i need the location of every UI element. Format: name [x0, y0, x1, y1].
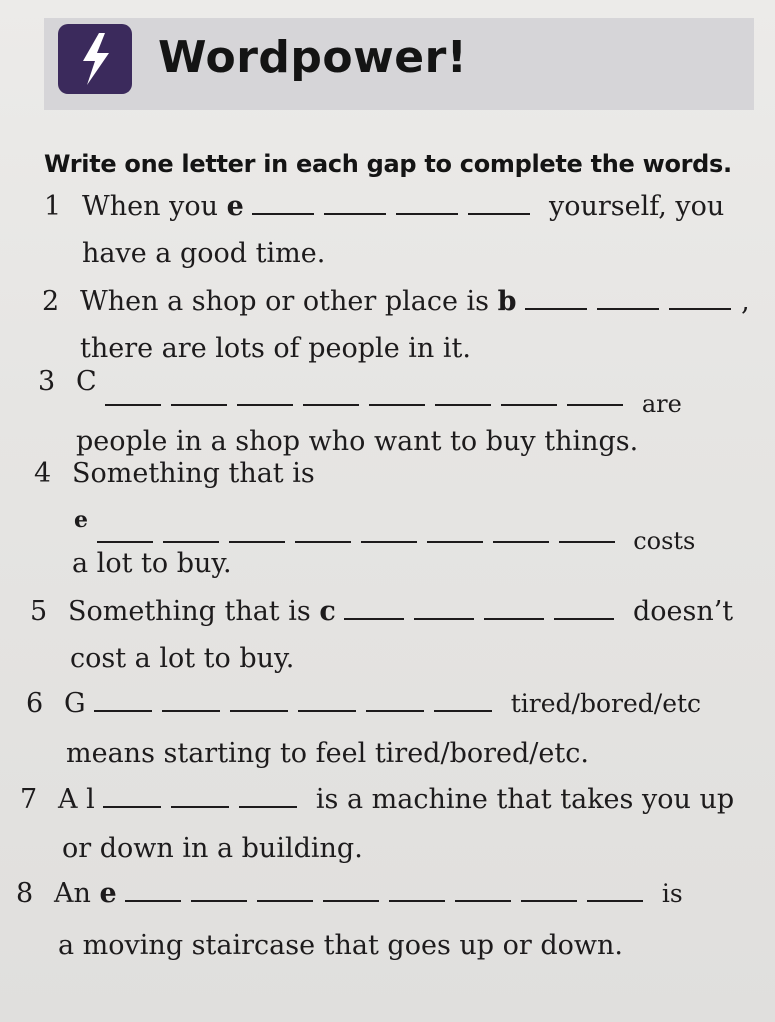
item-number: 8 — [16, 878, 34, 909]
item-first-letter: e — [99, 878, 117, 909]
item-number: 2 — [42, 286, 60, 317]
item-7-line-2: or down in a building. — [62, 833, 363, 864]
item-text: Something that is — [68, 596, 320, 627]
item-number: 7 — [20, 784, 38, 815]
item-2-line-2: there are lots of people in it. — [80, 333, 471, 364]
logo-badge — [58, 24, 132, 94]
lightning-icon — [75, 31, 115, 87]
item-text-after: are — [641, 390, 682, 418]
answer-gaps[interactable] — [105, 384, 633, 411]
item-8-line-1 — [16, 880, 683, 907]
answer-gaps[interactable] — [103, 786, 307, 813]
item-text-after: tired/bored/etc — [510, 689, 702, 718]
item-7-line-1 — [20, 786, 734, 813]
instruction-text: Write one letter in each gap to complete the words. — [44, 150, 732, 178]
item-first-letter: l — [86, 784, 95, 815]
item-1-line-2: have a good time. — [82, 238, 326, 269]
item-text-after: doesn’t — [632, 596, 734, 627]
item-first-letter: c — [319, 596, 336, 627]
item-number: 3 — [38, 366, 56, 397]
item-4-line-2: a lot to buy. — [72, 548, 232, 579]
item-1-line-1 — [44, 193, 724, 220]
item-4-line-1b — [74, 505, 696, 555]
item-number: 6 — [26, 688, 44, 719]
item-5-line-1 — [30, 598, 733, 625]
answer-gaps[interactable] — [97, 521, 625, 548]
item-text-after: , — [741, 286, 750, 317]
item-first-letter: G — [64, 688, 86, 719]
item-text: When a shop or other place is — [80, 286, 498, 317]
answer-gaps[interactable] — [125, 880, 653, 907]
item-text-after: costs — [633, 527, 696, 555]
answer-gaps[interactable] — [344, 598, 624, 625]
page-title: Wordpower! — [158, 32, 468, 83]
item-3-line-2: people in a shop who want to buy things. — [76, 426, 639, 457]
item-3-line-1 — [38, 366, 682, 418]
item-number: 1 — [44, 191, 62, 222]
item-first-letter: e — [74, 507, 88, 533]
answer-gaps[interactable] — [525, 288, 741, 315]
item-8-line-2: a moving staircase that goes up or down. — [58, 930, 624, 961]
item-4-line-1 — [34, 460, 315, 487]
item-text: A — [58, 784, 87, 815]
item-text: Something that is — [72, 458, 315, 489]
item-text-after: is — [661, 879, 683, 908]
item-text: An — [54, 878, 100, 909]
item-number: 5 — [30, 596, 48, 627]
item-text: When you — [82, 191, 227, 222]
item-first-letter: e — [226, 191, 244, 222]
item-text-after: is a machine that takes you up — [315, 784, 735, 815]
item-text-after: yourself, you — [548, 191, 725, 222]
item-6-line-1 — [26, 690, 701, 717]
item-6-line-2: means starting to feel tired/bored/etc. — [66, 738, 589, 769]
answer-gaps[interactable] — [252, 193, 540, 220]
item-number: 4 — [34, 458, 52, 489]
item-first-letter: C — [76, 366, 97, 397]
item-first-letter: b — [497, 286, 517, 317]
answer-gaps[interactable] — [94, 690, 502, 717]
item-2-line-1 — [42, 288, 750, 315]
item-5-line-2: cost a lot to buy. — [70, 643, 295, 674]
